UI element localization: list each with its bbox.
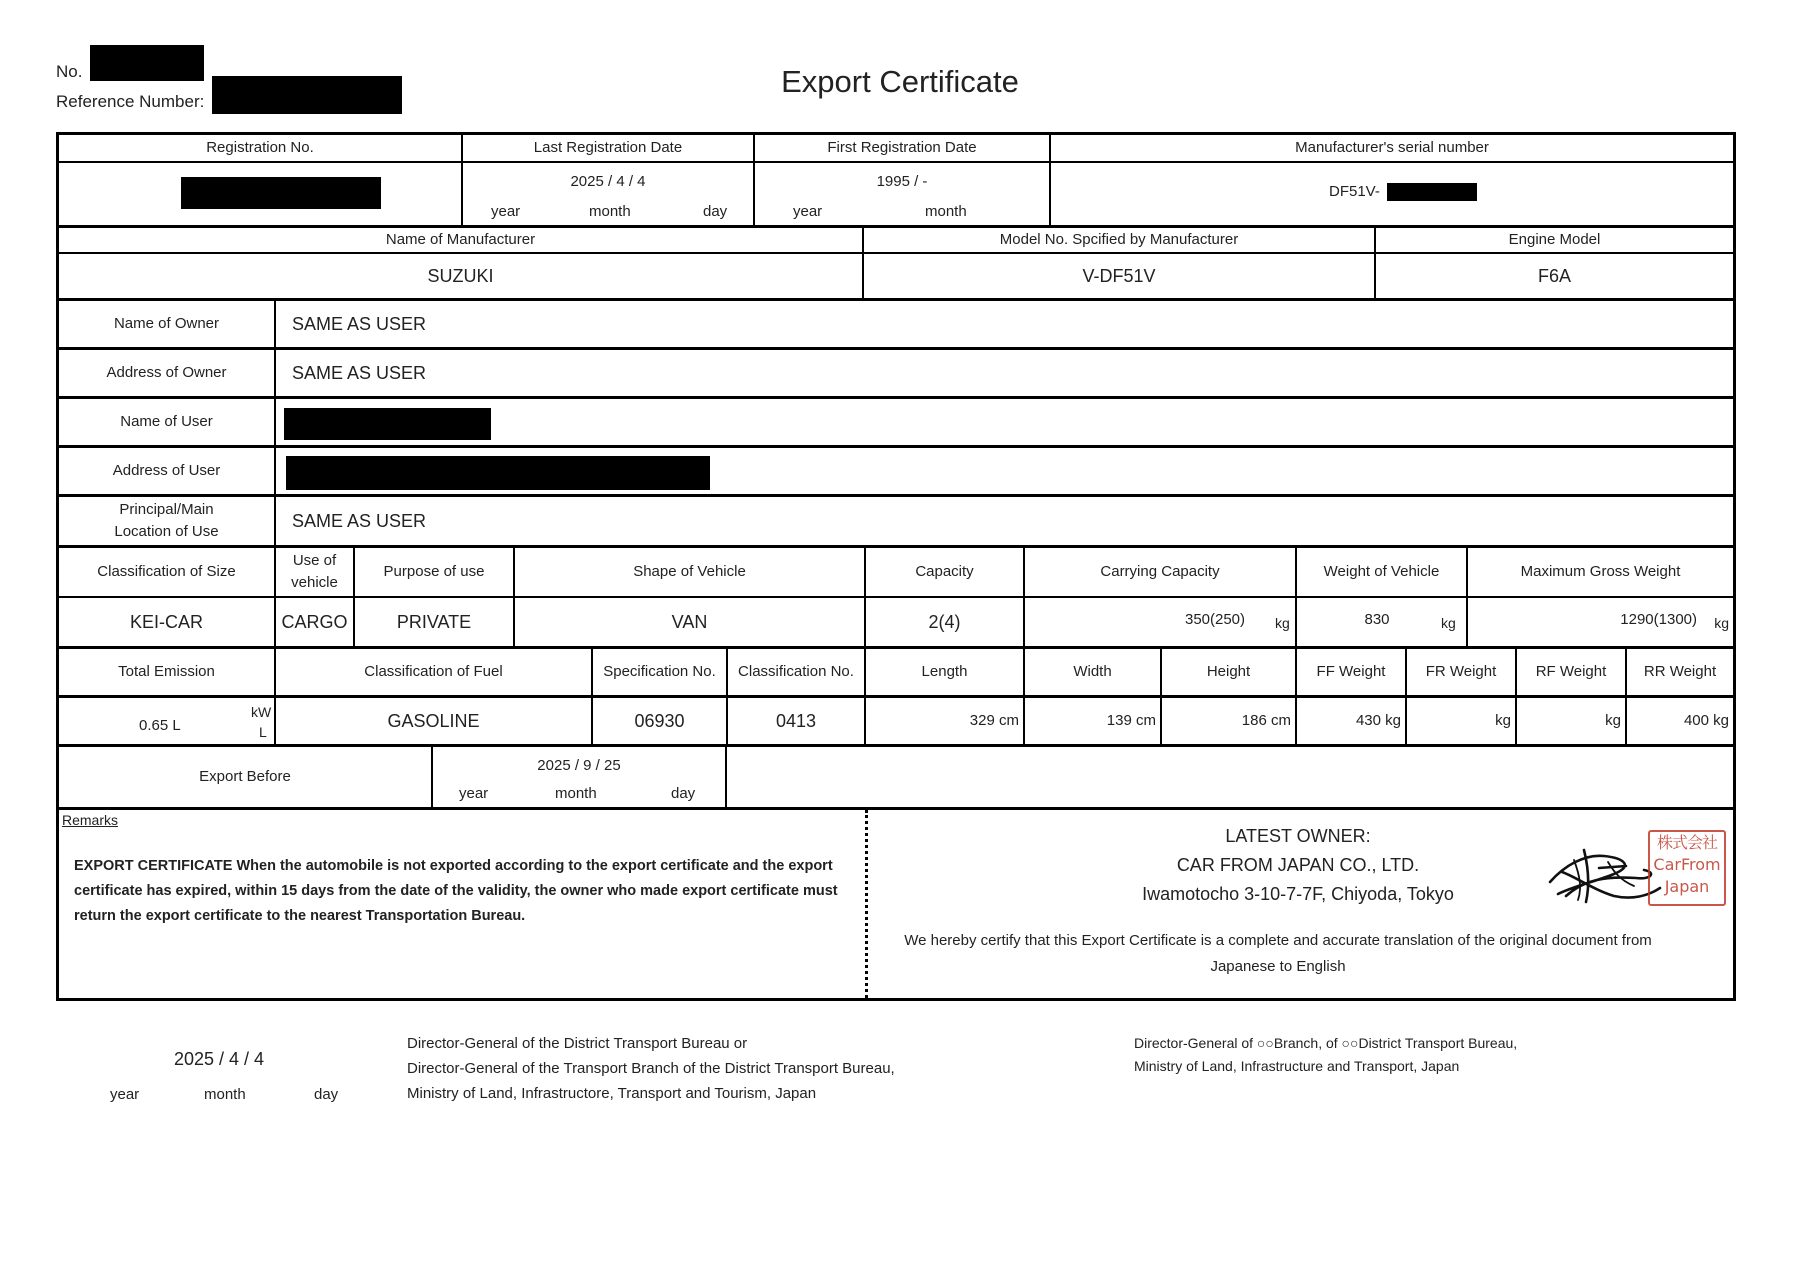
total-emission-label: Total Emission: [59, 649, 276, 695]
registration-no-cell: [59, 163, 463, 225]
fuel-class: GASOLINE: [276, 698, 593, 744]
user-name-value: [276, 399, 1733, 445]
engine-model: F6A: [1537, 265, 1571, 286]
location-of-use-row: [56, 497, 1736, 545]
footer-month-label: month: [204, 1086, 246, 1103]
fuel-class-label: Classification of Fuel: [276, 649, 593, 695]
ff-weight-label: FF Weight: [1297, 649, 1407, 695]
director1-line1: Director-General of the District Transport Bureau or: [407, 1035, 748, 1052]
first-registration-date-cell: [755, 163, 1051, 225]
rf-weight-label: RF Weight: [1517, 649, 1627, 695]
capacity: 2(4): [866, 598, 1025, 646]
first-registration-date-label: First Registration Date: [755, 135, 1051, 162]
footer-date: 2025 / 4 / 4: [174, 1049, 265, 1069]
l-unit: L: [259, 724, 267, 740]
owner-address-value: SAME AS USER: [292, 362, 427, 383]
redacted-registration-no: [181, 177, 381, 209]
director1-line3: Ministry of Land, Infrastructore, Transport and Tourism, Japan: [407, 1084, 817, 1102]
seal-line-1: 株式会社: [1656, 833, 1717, 852]
first-registration-date: 1995 / -: [876, 173, 928, 190]
latest-owner-company: CAR FROM JAPAN CO., LTD.: [1176, 855, 1420, 875]
user-address-value: [276, 448, 1733, 494]
length: 329 cm: [866, 698, 1025, 744]
size-class: KEI-CAR: [59, 598, 276, 646]
location-of-use-label: Principal/Main Location of Use: [59, 497, 276, 545]
kg-unit: kg: [1714, 615, 1729, 631]
export-before-date: 2025 / 9 / 25: [537, 757, 621, 774]
capacity-label: Capacity: [866, 548, 1025, 596]
serial-number-prefix: DF51V-: [1329, 183, 1380, 200]
height-label: Height: [1162, 649, 1297, 695]
owner-name-label: Name of Owner: [59, 301, 276, 347]
director2-line2: Ministry of Land, Infrastructure and Transport, Japan: [1134, 1058, 1460, 1075]
footer-day-label: day: [314, 1086, 339, 1103]
user-address-row: [56, 448, 1736, 494]
export-before-row: [56, 747, 1736, 807]
specification-no: 06930: [593, 698, 728, 744]
remarks-text: EXPORT CERTIFICATE When the automobile is not exported according to the export certificate and the export certificate has expired, within 15 days from the date of the validity, the owner who made export certificate must return the export certificate to the nearest Transportation Bureau.: [74, 858, 838, 924]
year-label: year: [459, 785, 489, 802]
latest-owner-section: [868, 810, 1733, 998]
dimension-header-row: [56, 649, 1736, 695]
spec-header-row: [56, 548, 1736, 596]
owner-address-row: [56, 350, 1736, 396]
max-gross-weight: 1290(1300): [1620, 611, 1697, 628]
last-registration-date-label: Last Registration Date: [463, 135, 755, 162]
seal-line-3: Japan: [1664, 877, 1710, 896]
fr-weight: kg: [1407, 698, 1517, 744]
day-label: day: [703, 203, 728, 220]
specification-no-label: Specification No.: [593, 649, 728, 695]
user-address-label: Address of User: [59, 448, 276, 494]
height: 186 cm: [1162, 698, 1297, 744]
last-registration-date: 2025 / 4 / 4: [570, 173, 646, 190]
month-label: month: [589, 203, 631, 220]
latest-owner-heading: LATEST OWNER:: [1225, 826, 1371, 846]
user-name-row: [56, 399, 1736, 445]
export-before-date-cell: [433, 747, 727, 807]
carrying-capacity: 350(250): [1184, 611, 1246, 628]
engine-model-label: Engine Model: [1508, 230, 1601, 248]
month-label: month: [555, 785, 597, 802]
fr-weight-label: FR Weight: [1407, 649, 1517, 695]
manufacturer-label: Name of Manufacturer: [59, 228, 864, 252]
use-of-vehicle: CARGO: [276, 598, 355, 646]
director2-line1: Director-General of ○○Branch, of ○○District Transport Bureau,: [1134, 1035, 1518, 1051]
model-label: Model No. Spcified by Manufacturer: [864, 228, 1376, 252]
serial-number-cell: [1051, 163, 1733, 225]
use-of-vehicle-label: Use of vehicle: [276, 548, 355, 596]
classification-no-label: Classification No.: [728, 649, 866, 695]
model-number: V-DF51V: [864, 254, 1376, 298]
ff-weight: 430 kg: [1297, 698, 1407, 744]
seal-line-2: CarFrom: [1653, 855, 1721, 874]
width-label: Width: [1025, 649, 1162, 695]
redacted-serial-number: [1387, 183, 1477, 201]
owner-address-label: Address of Owner: [59, 350, 276, 396]
purpose-of-use-label: Purpose of use: [355, 548, 515, 596]
classification-no: 0413: [728, 698, 866, 744]
latest-owner-address: Iwamotocho 3-10-7-7F, Chiyoda, Tokyo: [1142, 884, 1454, 904]
manufacturer-header-row: [56, 228, 1736, 252]
footer-year-label: year: [110, 1086, 140, 1103]
location-of-use-value: SAME AS USER: [292, 510, 427, 531]
signature: [1544, 836, 1664, 908]
registration-value-row: [56, 163, 1736, 225]
director-general-block: [407, 1032, 895, 1106]
shape-of-vehicle: VAN: [515, 598, 866, 646]
export-before-label: Export Before: [59, 747, 433, 807]
export-before-blank: [727, 747, 1733, 807]
owner-name-value: SAME AS USER: [292, 313, 427, 334]
month-label: month: [925, 203, 967, 220]
registration-no-label: Registration No.: [59, 135, 463, 162]
manufacturer: SUZUKI: [59, 254, 864, 298]
size-class-label: Classification of Size: [59, 548, 276, 596]
max-gross-weight-cell: [1468, 598, 1733, 646]
length-label: Length: [866, 649, 1025, 695]
weight-of-vehicle-label: Weight of Vehicle: [1297, 548, 1468, 596]
weight-of-vehicle: 830: [1364, 611, 1390, 628]
dimension-value-row: [56, 698, 1736, 744]
director-branch-block: [1134, 1032, 1517, 1078]
redacted-user-address: [286, 456, 710, 490]
rr-weight: 400 kg: [1683, 711, 1729, 729]
shape-of-vehicle-label: Shape of Vehicle: [515, 548, 866, 596]
certificate-table: [56, 132, 1736, 1001]
max-gross-weight-label: Maximum Gross Weight: [1520, 562, 1681, 580]
last-registration-date-cell: [463, 163, 755, 225]
reference-number-label: Reference Number:: [56, 92, 205, 111]
day-label: day: [671, 785, 696, 802]
remarks-section: [56, 810, 868, 998]
manufacturer-value-row: [56, 254, 1736, 298]
remarks-row: [56, 810, 1736, 998]
kw-unit: kW: [251, 704, 272, 720]
purpose-of-use: PRIVATE: [355, 598, 515, 646]
spec-value-row: [56, 598, 1736, 646]
director1-line2: Director-General of the Transport Branch of the District Transport Bureau,: [407, 1059, 895, 1077]
year-label: year: [491, 203, 521, 220]
kg-unit: kg: [1441, 615, 1456, 631]
kg-unit: kg: [1275, 615, 1290, 631]
page-title: Export Certificate: [781, 64, 1019, 99]
user-name-label: Name of User: [59, 399, 276, 445]
total-emission: 0.65 L: [139, 717, 181, 734]
rf-weight: kg: [1517, 698, 1627, 744]
year-label: year: [793, 203, 823, 220]
registration-header-row: [56, 135, 1736, 162]
total-emission-cell: [59, 698, 276, 744]
owner-name-row: [56, 301, 1736, 347]
width: 139 cm: [1025, 698, 1162, 744]
carrying-capacity-cell: [1025, 598, 1297, 646]
serial-number-label: Manufacturer's serial number: [1295, 139, 1489, 157]
company-seal: [1648, 830, 1726, 906]
certification-statement: We hereby certify that this Export Certificate is a complete and accurate translation of the original document from Japanese to English: [904, 932, 1652, 975]
no-label: No.: [56, 62, 83, 81]
redacted-user-name: [284, 408, 491, 440]
weight-of-vehicle-cell: [1297, 598, 1468, 646]
remarks-title: Remarks: [62, 812, 119, 828]
rr-weight-label: RR Weight: [1643, 662, 1717, 680]
carrying-capacity-label: Carrying Capacity: [1025, 548, 1297, 596]
